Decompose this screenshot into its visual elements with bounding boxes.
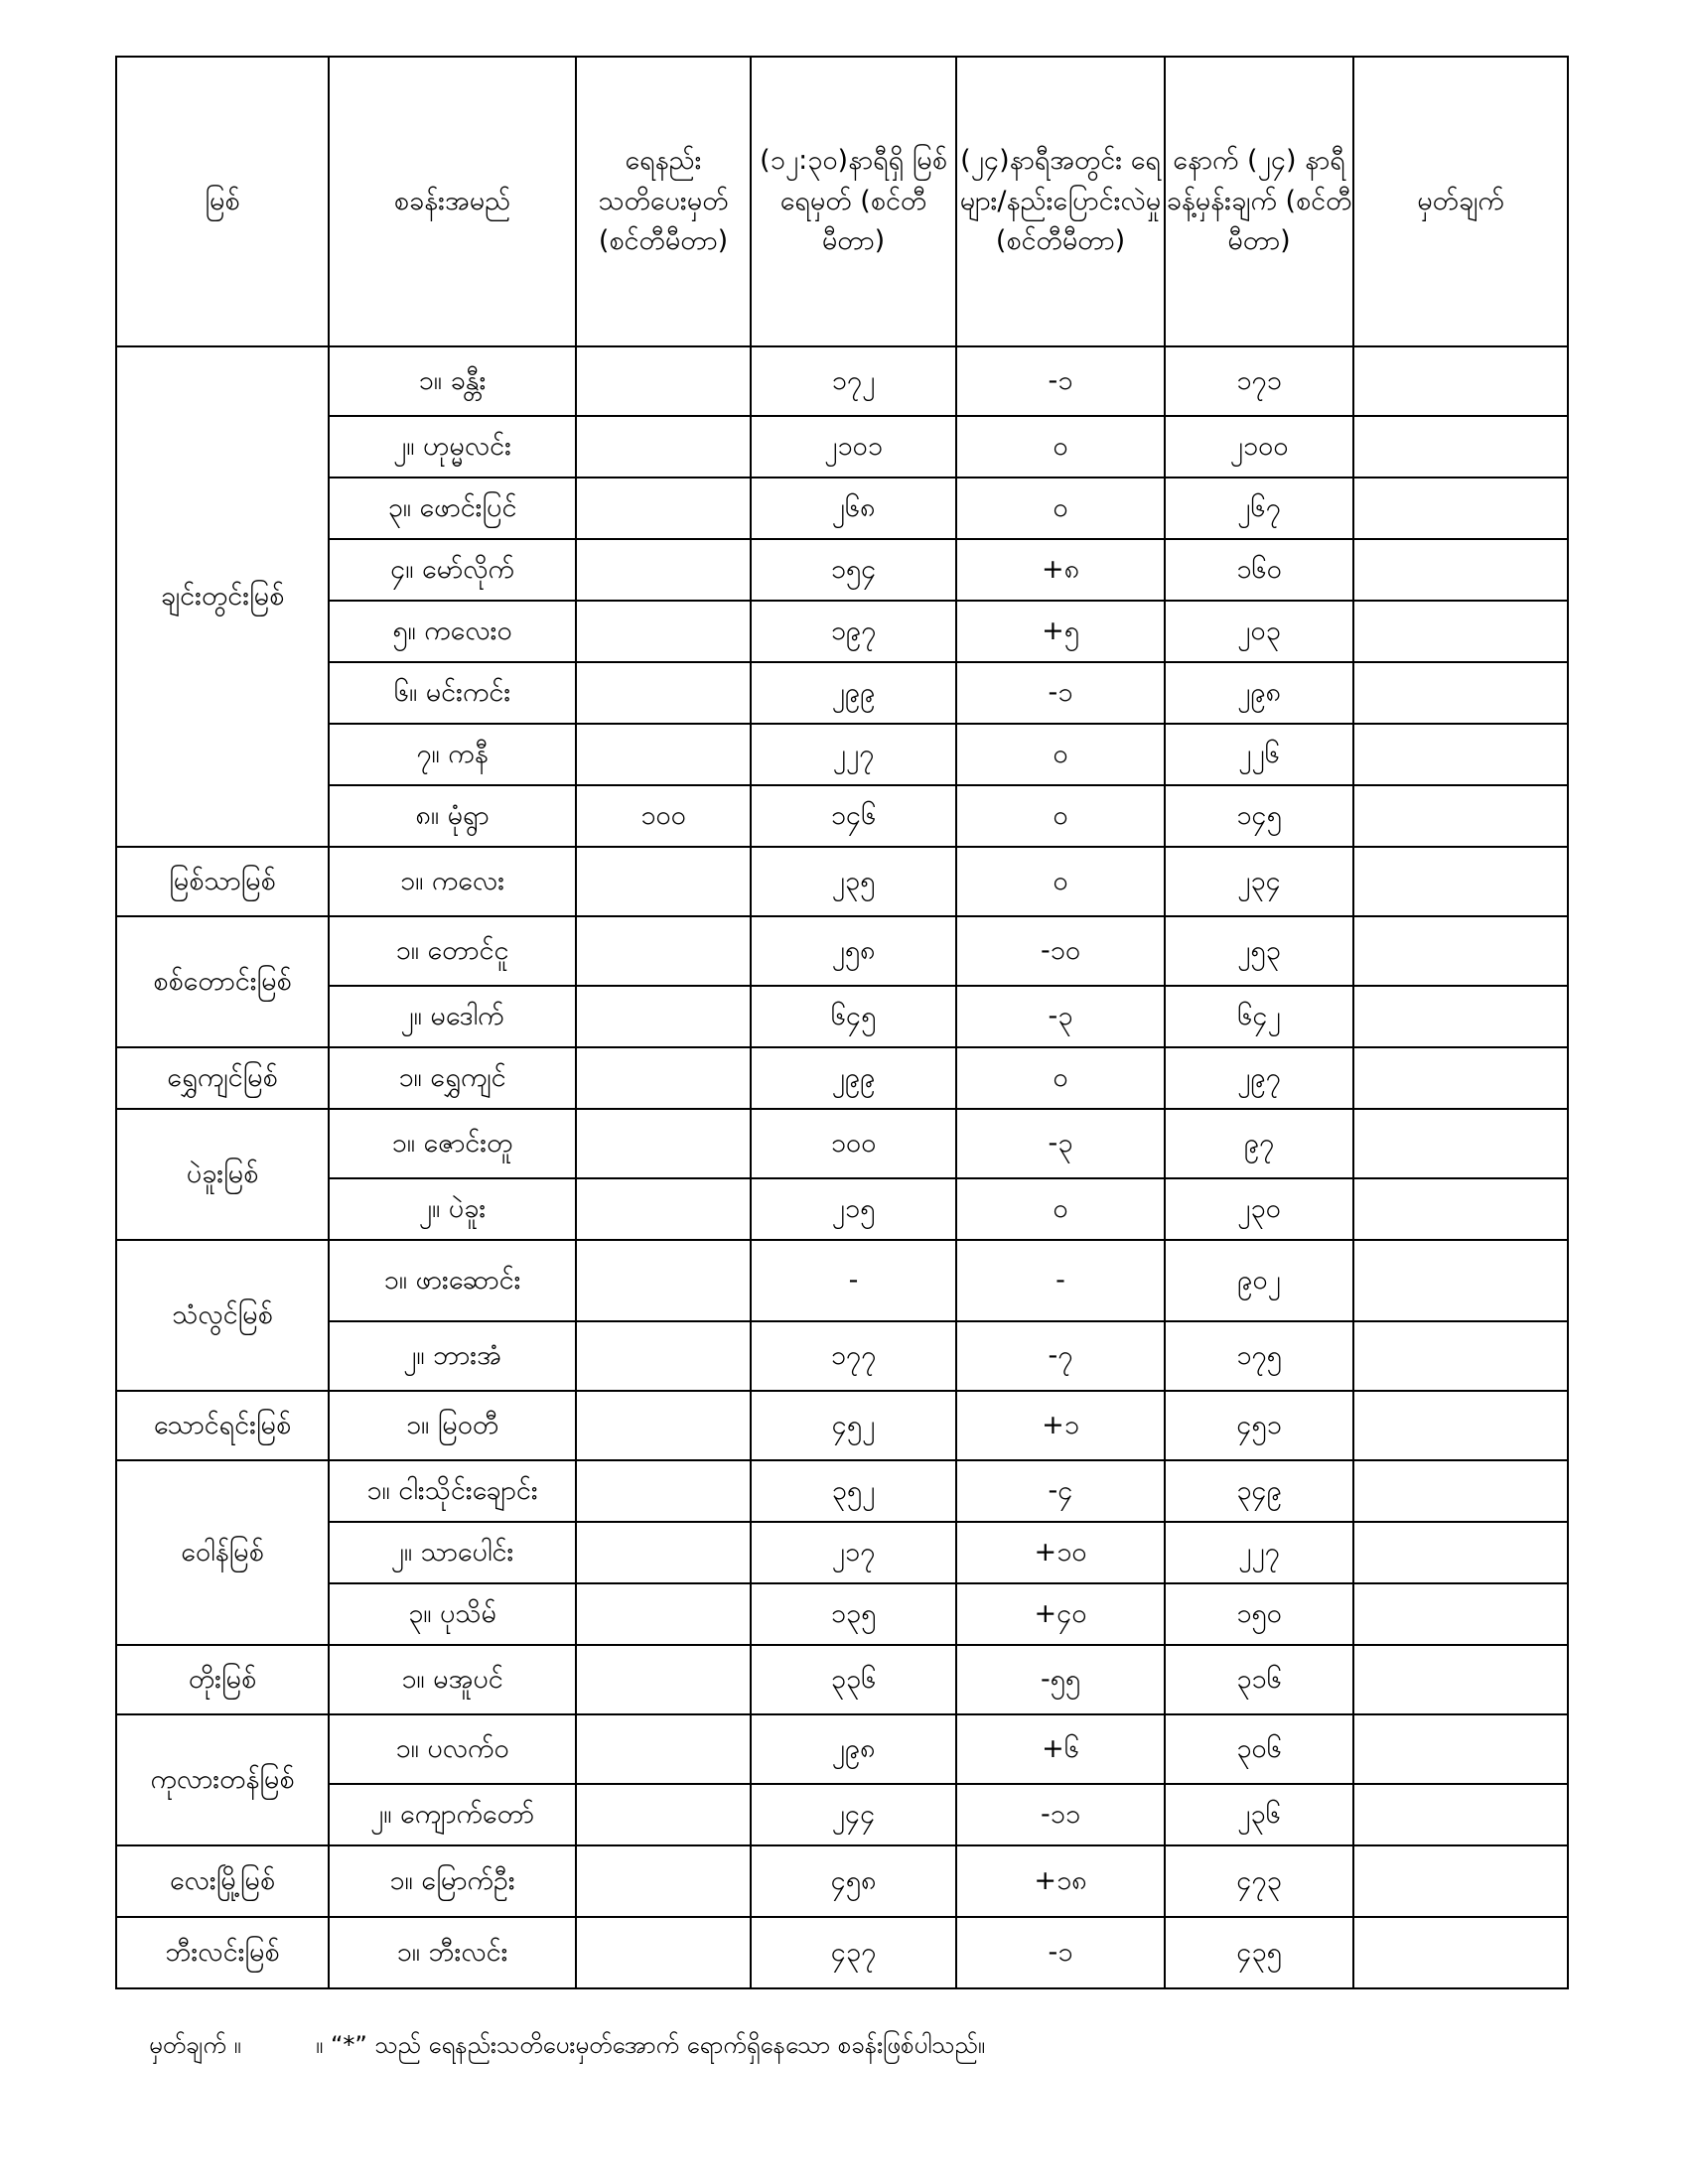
remark-cell (1353, 1391, 1568, 1460)
remark-cell (1353, 1645, 1568, 1714)
footnote-text: ။ “*” သည် ရေနည်းသတိပေးမှတ်အောက် ရောက်ရှိနေသော စခန်းဖြစ်ပါသည်။ (316, 2031, 986, 2059)
warning-level-cell (576, 346, 751, 416)
table-row (116, 1714, 1568, 1784)
warning-level-cell (576, 986, 751, 1047)
change-cell: +၈ (956, 539, 1165, 601)
remark-cell (1353, 847, 1568, 916)
change-cell: ၀ (956, 724, 1165, 785)
forecast-cell: ၄၇၃ (1165, 1845, 1353, 1917)
change-cell: ၀ (956, 1178, 1165, 1240)
station-name-cell: ၁။ ဖားဆောင်း (329, 1240, 576, 1321)
station-name-cell: ၂။ မဒေါက် (329, 986, 576, 1047)
station-name-cell: ၁။ ရွှေကျင် (329, 1047, 576, 1109)
remark-cell (1353, 1321, 1568, 1391)
remark-cell (1353, 1917, 1568, 1988)
remark-cell (1353, 1109, 1568, 1178)
river-name-cell: စစ်တောင်းမြစ် (116, 916, 329, 1047)
current-level-cell: ၄၃၇ (751, 1917, 956, 1988)
forecast-cell: ၂၁၀၀ (1165, 416, 1353, 478)
warning-level-cell: ၁၀၀ (576, 785, 751, 847)
table-row (116, 986, 1568, 1047)
forecast-cell: ၂၀၃ (1165, 601, 1353, 662)
table-row (116, 1522, 1568, 1583)
table-row (116, 1583, 1568, 1645)
table-row (116, 1391, 1568, 1460)
remark-cell (1353, 1714, 1568, 1784)
warning-level-cell (576, 1522, 751, 1583)
warning-level-cell (576, 1645, 751, 1714)
river-name-cell: ပဲခူးမြစ် (116, 1109, 329, 1240)
warning-level-cell (576, 1109, 751, 1178)
current-level-cell: ၁၇၂ (751, 346, 956, 416)
current-level-cell: ၃၃၆ (751, 1645, 956, 1714)
warning-level-cell (576, 1178, 751, 1240)
table-row (116, 539, 1568, 601)
remark-cell (1353, 416, 1568, 478)
warning-level-cell (576, 847, 751, 916)
forecast-cell: ၄၃၅ (1165, 1917, 1353, 1988)
forecast-cell: ၆၄၂ (1165, 986, 1353, 1047)
current-level-cell: ၂၃၅ (751, 847, 956, 916)
header-current-level: (၁၂:၃၀)နာရီရှိ မြစ်ရေမှတ် (စင်တီမီတာ) (751, 57, 956, 346)
header-remark: မှတ်ချက် (1353, 57, 1568, 346)
station-name-cell: ၇။ ကနီ (329, 724, 576, 785)
river-name-cell: ဘီးလင်းမြစ် (116, 1917, 329, 1988)
forecast-cell: ၁၅၀ (1165, 1583, 1353, 1645)
station-name-cell: ၂။ ကျောက်တော် (329, 1784, 576, 1845)
change-cell: -၇ (956, 1321, 1165, 1391)
current-level-cell: ၂၂၇ (751, 724, 956, 785)
current-level-cell: ၁၅၄ (751, 539, 956, 601)
table-row (116, 662, 1568, 724)
current-level-cell: ၂၁၀၁ (751, 416, 956, 478)
warning-level-cell (576, 1391, 751, 1460)
forecast-cell: ၂၃၆ (1165, 1784, 1353, 1845)
change-cell: +၁ (956, 1391, 1165, 1460)
station-name-cell: ၁။ ငါးသိုင်းချောင်း (329, 1460, 576, 1522)
warning-level-cell (576, 416, 751, 478)
table-row (116, 1178, 1568, 1240)
forecast-cell: ၂၃၄ (1165, 847, 1353, 916)
table-row (116, 785, 1568, 847)
table-row (116, 916, 1568, 986)
forecast-cell: ၃၁၆ (1165, 1645, 1353, 1714)
change-cell: +၄၀ (956, 1583, 1165, 1645)
current-level-cell: ၂၁၅ (751, 1178, 956, 1240)
warning-level-cell (576, 1240, 751, 1321)
change-cell: -၃ (956, 1109, 1165, 1178)
table-row (116, 478, 1568, 539)
current-level-cell: ၂၉၉ (751, 1047, 956, 1109)
warning-level-cell (576, 1047, 751, 1109)
station-name-cell: ၆။ မင်းကင်း (329, 662, 576, 724)
header-warning-level: ရေနည်း သတိပေးမှတ် (စင်တီမီတာ) (576, 57, 751, 346)
table-row (116, 724, 1568, 785)
table-row (116, 1917, 1568, 1988)
warning-level-cell (576, 662, 751, 724)
river-level-table (115, 56, 1569, 1989)
footnote-label: မှတ်ချက် ။ (149, 2031, 241, 2059)
table-row (116, 1047, 1568, 1109)
remark-cell (1353, 916, 1568, 986)
change-cell: -၅၅ (956, 1645, 1165, 1714)
footnote (149, 2029, 985, 2065)
change-cell: -၁ (956, 662, 1165, 724)
header-24h-change: (၂၄)နာရီအတွင်း ရေများ/နည်းပြောင်းလဲမှု (စင်တီမီတာ) (956, 57, 1165, 346)
station-name-cell: ၂။ ဟုမ္မလင်း (329, 416, 576, 478)
forecast-cell: ၂၉၈ (1165, 662, 1353, 724)
current-level-cell: ၂၆၈ (751, 478, 956, 539)
table-row (116, 847, 1568, 916)
change-cell: ၀ (956, 416, 1165, 478)
change-cell: -၁ (956, 1917, 1165, 1988)
forecast-cell: ၁၆၀ (1165, 539, 1353, 601)
current-level-cell: ၁၃၅ (751, 1583, 956, 1645)
river-name-cell: ဝေါန်မြစ် (116, 1460, 329, 1645)
table-row (116, 346, 1568, 416)
forecast-cell: ၂၂၇ (1165, 1522, 1353, 1583)
remark-cell (1353, 1784, 1568, 1845)
station-name-cell: ၁။ ဘီးလင်း (329, 1917, 576, 1988)
change-cell: ၀ (956, 847, 1165, 916)
station-name-cell: ၁။ ကလေး (329, 847, 576, 916)
river-name-cell: သောင်ရင်းမြစ် (116, 1391, 329, 1460)
forecast-cell: ၁၄၅ (1165, 785, 1353, 847)
station-name-cell: ၁။ ပလက်ဝ (329, 1714, 576, 1784)
remark-cell (1353, 601, 1568, 662)
forecast-cell: ၂၃၀ (1165, 1178, 1353, 1240)
current-level-cell: ၁၀၀ (751, 1109, 956, 1178)
forecast-cell: ၂၅၃ (1165, 916, 1353, 986)
table-row (116, 1460, 1568, 1522)
change-cell: -၁၁ (956, 1784, 1165, 1845)
warning-level-cell (576, 1583, 751, 1645)
station-name-cell: ၅။ ကလေးဝ (329, 601, 576, 662)
remark-cell (1353, 986, 1568, 1047)
document-page (115, 56, 1567, 2059)
station-name-cell: ၁။ တောင်ငူ (329, 916, 576, 986)
current-level-cell: ၂၅၈ (751, 916, 956, 986)
station-name-cell: ၁။ ခန္တီး (329, 346, 576, 416)
warning-level-cell (576, 1845, 751, 1917)
remark-cell (1353, 1583, 1568, 1645)
current-level-cell: ၆၄၅ (751, 986, 956, 1047)
change-cell: - (956, 1240, 1165, 1321)
station-name-cell: ၄။ မော်လိုက် (329, 539, 576, 601)
change-cell: ၀ (956, 1047, 1165, 1109)
table-row (116, 1321, 1568, 1391)
river-name-cell: ရွှေကျင်မြစ် (116, 1047, 329, 1109)
change-cell: -၃ (956, 986, 1165, 1047)
river-name-cell: သံလွင်မြစ် (116, 1240, 329, 1391)
forecast-cell: ၉၀၂ (1165, 1240, 1353, 1321)
current-level-cell: ၂၄၄ (751, 1784, 956, 1845)
table-row (116, 1645, 1568, 1714)
forecast-cell: ၂၂၆ (1165, 724, 1353, 785)
current-level-cell: ၃၅၂ (751, 1460, 956, 1522)
remark-cell (1353, 1845, 1568, 1917)
warning-level-cell (576, 1917, 751, 1988)
header-forecast: နောက် (၂၄) နာရီ ခန့်မှန်းချက် (စင်တီမီတာ) (1165, 57, 1353, 346)
table-row (116, 1109, 1568, 1178)
table-row (116, 1845, 1568, 1917)
river-name-cell: ချင်းတွင်းမြစ် (116, 346, 329, 847)
table-row (116, 1240, 1568, 1321)
change-cell: +၁၈ (956, 1845, 1165, 1917)
current-level-cell: ၂၁၇ (751, 1522, 956, 1583)
station-name-cell: ၃။ ဖောင်းပြင် (329, 478, 576, 539)
station-name-cell: ၁။ မြောက်ဦး (329, 1845, 576, 1917)
forecast-cell: ၂၉၇ (1165, 1047, 1353, 1109)
station-name-cell: ၂။ ပဲခူး (329, 1178, 576, 1240)
forecast-cell: ၉၇ (1165, 1109, 1353, 1178)
forecast-cell: ၁၇၅ (1165, 1321, 1353, 1391)
change-cell: +၆ (956, 1714, 1165, 1784)
remark-cell (1353, 662, 1568, 724)
warning-level-cell (576, 601, 751, 662)
station-name-cell: ၁။ ဇောင်းတူ (329, 1109, 576, 1178)
change-cell: -၁ (956, 346, 1165, 416)
remark-cell (1353, 1178, 1568, 1240)
change-cell: -၁၀ (956, 916, 1165, 986)
current-level-cell: ၁၄၆ (751, 785, 956, 847)
forecast-cell: ၃၀၆ (1165, 1714, 1353, 1784)
current-level-cell: - (751, 1240, 956, 1321)
remark-cell (1353, 724, 1568, 785)
change-cell: ၀ (956, 785, 1165, 847)
warning-level-cell (576, 1460, 751, 1522)
remark-cell (1353, 785, 1568, 847)
change-cell: +၅ (956, 601, 1165, 662)
river-name-cell: လေးမြို့မြစ် (116, 1845, 329, 1917)
current-level-cell: ၂၉၈ (751, 1714, 956, 1784)
river-name-cell: ကုလားတန်မြစ် (116, 1714, 329, 1845)
remark-cell (1353, 346, 1568, 416)
current-level-cell: ၂၉၉ (751, 662, 956, 724)
current-level-cell: ၄၅၂ (751, 1391, 956, 1460)
warning-level-cell (576, 916, 751, 986)
river-name-cell: မြစ်သာမြစ် (116, 847, 329, 916)
station-name-cell: ၁။ မြဝတီ (329, 1391, 576, 1460)
warning-level-cell (576, 724, 751, 785)
remark-cell (1353, 1240, 1568, 1321)
current-level-cell: ၁၇၇ (751, 1321, 956, 1391)
current-level-cell: ၄၅၈ (751, 1845, 956, 1917)
forecast-cell: ၂၆၇ (1165, 478, 1353, 539)
station-name-cell: ၈။ မုံရွာ (329, 785, 576, 847)
header-river: မြစ် (116, 57, 329, 346)
table-row (116, 1784, 1568, 1845)
station-name-cell: ၁။ မအူပင် (329, 1645, 576, 1714)
warning-level-cell (576, 478, 751, 539)
change-cell: -၄ (956, 1460, 1165, 1522)
forecast-cell: ၄၅၁ (1165, 1391, 1353, 1460)
remark-cell (1353, 1460, 1568, 1522)
forecast-cell: ၃၄၉ (1165, 1460, 1353, 1522)
change-cell: +၁၀ (956, 1522, 1165, 1583)
warning-level-cell (576, 1714, 751, 1784)
table-header-row (116, 57, 1568, 346)
current-level-cell: ၁၉၇ (751, 601, 956, 662)
remark-cell (1353, 539, 1568, 601)
station-name-cell: ၂။ ဘားအံ (329, 1321, 576, 1391)
change-cell: ၀ (956, 478, 1165, 539)
warning-level-cell (576, 539, 751, 601)
remark-cell (1353, 1047, 1568, 1109)
remark-cell (1353, 478, 1568, 539)
warning-level-cell (576, 1784, 751, 1845)
table-row (116, 601, 1568, 662)
river-name-cell: တိုးမြစ် (116, 1645, 329, 1714)
forecast-cell: ၁၇၁ (1165, 346, 1353, 416)
station-name-cell: ၃။ ပုသိမ် (329, 1583, 576, 1645)
warning-level-cell (576, 1321, 751, 1391)
station-name-cell: ၂။ သာပေါင်း (329, 1522, 576, 1583)
table-body (116, 346, 1568, 1988)
header-station: စခန်းအမည် (329, 57, 576, 346)
remark-cell (1353, 1522, 1568, 1583)
table-row (116, 416, 1568, 478)
